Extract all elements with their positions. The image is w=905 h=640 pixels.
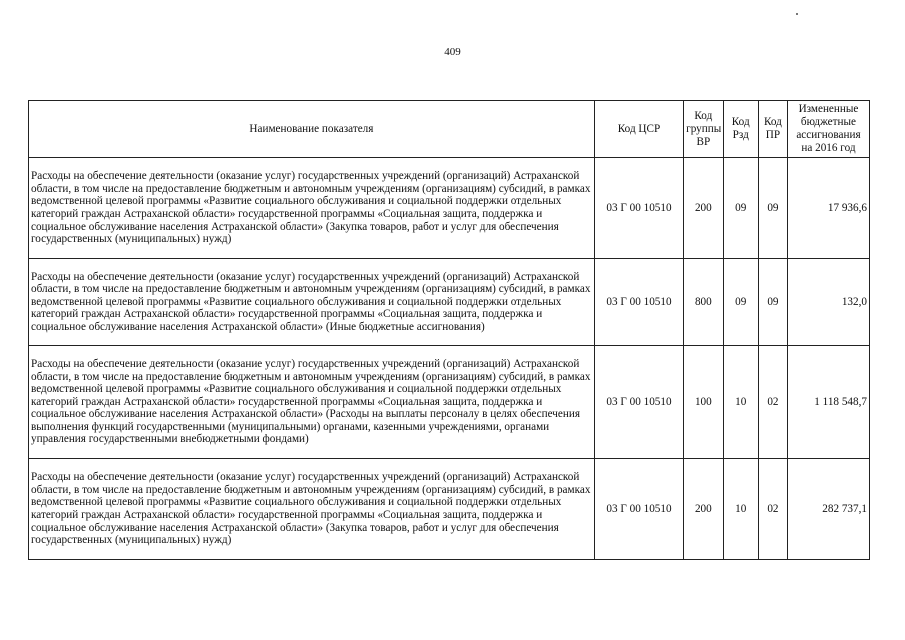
row-pr: 09: [758, 259, 787, 346]
row-rzd: 10: [723, 459, 758, 560]
row-rzd: 09: [723, 259, 758, 346]
header-pr: Код ПР: [758, 101, 787, 158]
row-pr: 02: [758, 459, 787, 560]
header-rzd: Код Рзд: [723, 101, 758, 158]
header-csr: Код ЦСР: [594, 101, 683, 158]
table-row: [29, 459, 870, 560]
row-pr: 09: [758, 158, 787, 259]
row-vr: 100: [684, 346, 723, 459]
budget-allocations-table: [28, 100, 870, 560]
row-name: Расходы на обеспечение деятельности (оказание услуг) государственных учреждений (организаций) Астраханской области, в том числе на предоставление бюджетным и автономным учреждениям (организациям) субсидий, в рамках ведомственной целевой программы «Развитие социального обслуживания и социальной поддержки отдельных категорий граждан Астраханской области» государственной программы «Социальная защита, поддержка и социальное обслуживание населения Астраханской области» (Расходы на выплаты персоналу в целях обеспечения выполнения функций государственными (муниципальными) органами, казенными учреждениями, органами управления государственными внебюджетными фондами): [29, 346, 595, 459]
header-vr: Код группы ВР: [684, 101, 723, 158]
row-vr: 200: [684, 158, 723, 259]
row-name: Расходы на обеспечение деятельности (оказание услуг) государственных учреждений (организаций) Астраханской области, в том числе на предоставление бюджетным и автономным учреждениям (организациям) субсидий, в рамках ведомственной целевой программы «Развитие социального обслуживания и социальной поддержки отдельных категорий граждан Астраханской области» государственной программы «Социальная защита, поддержка и социальное обслуживание населения Астраханской области» (Иные бюджетные ассигнования): [29, 259, 595, 346]
table-row: [29, 346, 870, 459]
row-rzd: 10: [723, 346, 758, 459]
row-csr: 03 Г 00 10510: [594, 346, 683, 459]
row-csr: 03 Г 00 10510: [594, 259, 683, 346]
scan-speck: [796, 13, 798, 15]
row-name: Расходы на обеспечение деятельности (оказание услуг) государственных учреждений (организаций) Астраханской области, в том числе на предоставление бюджетным и автономным учреждениям (организациям) субсидий, в рамках ведомственной целевой программы «Развитие социального обслуживания и социальной поддержки отдельных категорий граждан Астраханской области» государственной программы «Социальная защита, поддержка и социальное обслуживание населения Астраханской области» (Закупка товаров, работ и услуг для обеспечения государственных (муниципальных) нужд): [29, 158, 595, 259]
row-vr: 200: [684, 459, 723, 560]
row-amount: 282 737,1: [787, 459, 869, 560]
table-row: [29, 158, 870, 259]
row-pr: 02: [758, 346, 787, 459]
row-vr: 800: [684, 259, 723, 346]
header-name: Наименование показателя: [29, 101, 595, 158]
row-csr: 03 Г 00 10510: [594, 459, 683, 560]
page-number: 409: [444, 46, 461, 58]
row-amount: 1 118 548,7: [787, 346, 869, 459]
header-amount: Измененные бюджетные ассигнования на 2016 год: [787, 101, 869, 158]
row-rzd: 09: [723, 158, 758, 259]
table-row: [29, 259, 870, 346]
row-csr: 03 Г 00 10510: [594, 158, 683, 259]
table-header-row: [29, 101, 870, 158]
row-amount: 132,0: [787, 259, 869, 346]
row-amount: 17 936,6: [787, 158, 869, 259]
row-name: Расходы на обеспечение деятельности (оказание услуг) государственных учреждений (организаций) Астраханской области, в том числе на предоставление бюджетным и автономным учреждениям (организациям) субсидий, в рамках ведомственной целевой программы «Развитие социального обслуживания и социальной поддержки отдельных категорий граждан Астраханской области» государственной программы «Социальная защита, поддержка и социальное обслуживание населения Астраханской области» (Закупка товаров, работ и услуг для обеспечения государственных (муниципальных) нужд): [29, 459, 595, 560]
